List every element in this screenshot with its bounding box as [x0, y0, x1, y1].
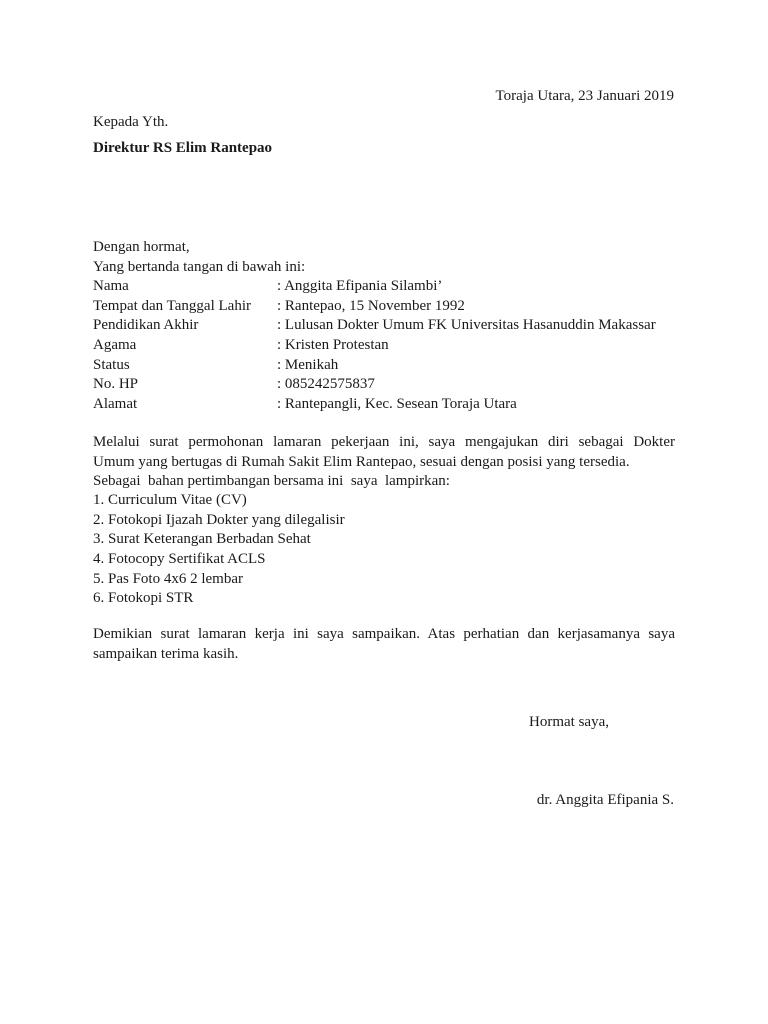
field-value: : Lulusan Dokter Umum FK Universitas Hasanuddin Makassar: [277, 317, 656, 334]
field-label: No. HP: [93, 376, 139, 393]
place-date: Toraja Utara, 23 Januari 2019: [495, 88, 674, 104]
list-item: 3. Surat Keterangan Berbadan Sehat: [93, 531, 311, 548]
body-paragraph-line: Melalui surat permohonan lamaran pekerjaan ini, saya mengajukan diri sebagai Dokter: [93, 434, 675, 450]
field-value: : Kristen Protestan: [277, 337, 389, 354]
field-value: : Anggita Efipania Silambi’: [277, 278, 443, 294]
field-label: Pendidikan Akhir: [93, 317, 199, 334]
field-row-hp: [93, 375, 693, 395]
body-paragraph-line: Umum yang bertugas di Rumah Sakit Elim Rantepao, sesuai dengan posisi yang tersedia.: [93, 453, 630, 470]
field-label: Tempat dan Tanggal Lahir: [93, 297, 251, 314]
field-value: : Rantepao, 15 November 1992: [277, 297, 465, 314]
field-value: : Menikah: [277, 356, 339, 373]
greeting: Dengan hormat,: [93, 239, 190, 255]
closing-salutation: Hormat saya,: [529, 714, 609, 730]
field-row-ttl: [93, 297, 693, 317]
field-row-agama: [93, 336, 693, 356]
attachments-list: [93, 491, 345, 609]
field-value: : Rantepangli, Kec. Sesean Toraja Utara: [277, 396, 517, 413]
closing-paragraph: [93, 625, 675, 664]
field-label: Nama: [93, 278, 129, 294]
signature-name: dr. Anggita Efipania S.: [536, 792, 674, 808]
recipient-name: Direktur RS Elim Rantepao: [93, 140, 273, 156]
field-row-status: [93, 356, 693, 376]
body-paragraph: [93, 433, 675, 472]
applicant-details: [93, 277, 693, 415]
list-item: 1. Curriculum Vitae (CV): [93, 492, 247, 508]
closing-paragraph-line: Demikian surat lamaran kerja ini saya sampaikan. Atas perhatian dan kerjasamanya saya: [93, 626, 675, 642]
list-item: 2. Fotokopi Ijazah Dokter yang dilegalisir: [93, 511, 345, 528]
list-item: 6. Fotokopi STR: [93, 590, 194, 607]
field-row-pendidikan: [93, 316, 693, 336]
recipient-title: Kepada Yth.: [93, 114, 169, 130]
field-label: Alamat: [93, 396, 138, 413]
field-row-alamat: [93, 395, 693, 415]
list-item: 4. Fotocopy Sertifikat ACLS: [93, 551, 266, 568]
closing-paragraph-line: sampaikan terima kasih.: [93, 645, 239, 662]
attachments-lead: Sebagai bahan pertimbangan bersama ini saya lampirkan:: [93, 473, 450, 489]
list-item: 5. Pas Foto 4x6 2 lembar: [93, 570, 243, 587]
intro-text: Yang bertanda tangan di bawah ini:: [93, 259, 306, 275]
field-value: : 085242575837: [277, 376, 375, 393]
field-label: Agama: [93, 337, 137, 354]
field-label: Status: [93, 356, 130, 373]
field-row-nama: [93, 277, 693, 297]
